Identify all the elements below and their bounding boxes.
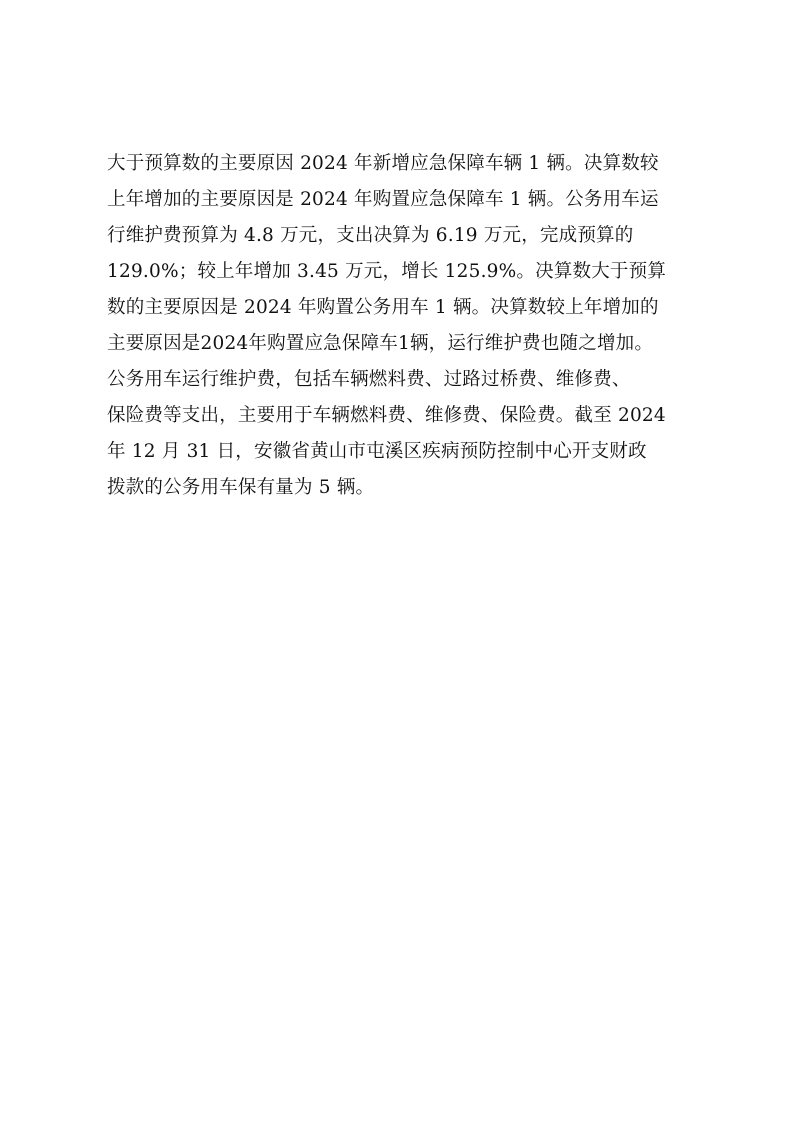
paragraph-line: 行维护费预算为 4.8 万元，支出决算为 6.19 万元，完成预算的 — [107, 225, 634, 246]
paragraph-line: 数的主要原因是 2024 年购置公务用车 1 辆。决算数较上年增加的 — [107, 297, 659, 318]
paragraph-line: 年 12 月 31 日，安徽省黄山市屯溪区疾病预防控制中心开支财政 — [107, 441, 647, 462]
paragraph-line: 上年增加的主要原因是 2024 年购置应急保障车 1 辆。公务用车运 — [107, 189, 659, 210]
paragraph-line: 大于预算数的主要原因 2024 年新增应急保障车辆 1 辆。决算数较 — [107, 153, 659, 174]
paragraph-line: 保险费等支出，主要用于车辆燃料费、维修费、保险费。截至 2024 — [107, 405, 666, 426]
paragraph-line: 公务用车运行维护费，包括车辆燃料费、过路过桥费、维修费、 — [107, 369, 631, 390]
paragraph-line: 主要原因是2024年购置应急保障车1辆，运行维护费也随之增加。 — [107, 333, 654, 354]
paragraph-line: 129.0%；较上年增加 3.45 万元，增长 125.9%。决算数大于预算 — [107, 261, 667, 282]
paragraph-line: 拨款的公务用车保有量为 5 辆。 — [107, 477, 375, 498]
